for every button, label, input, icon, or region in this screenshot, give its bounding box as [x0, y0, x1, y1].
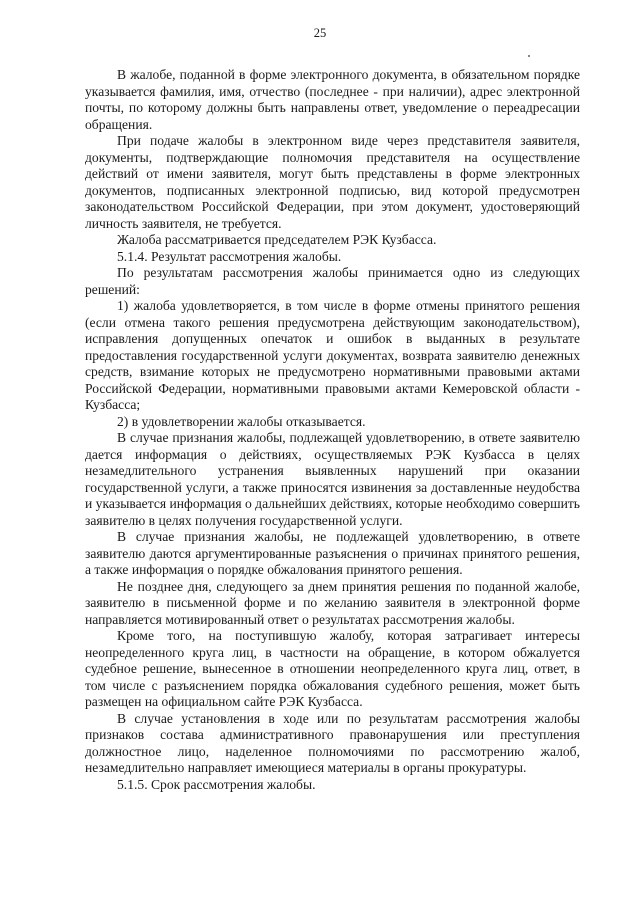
list-item-2-refused: 2) в удовлетворении жалобы отказывается. — [117, 413, 366, 429]
section-heading-5-1-5: 5.1.5. Срок рассмотрения жалобы. — [117, 776, 316, 792]
paragraph-decision-options: По результатам рассмотрения жалобы принимается одно из следующих решений: — [85, 265, 580, 297]
paragraph-satisfied-response: В случае признания жалобы, подлежащей удовлетворению, в ответе заявителю дается информация о действиях, осуществляемых РЭК Кузбасса в целях незамедлительного устранения выявленных нарушений при оказании государственной услуги, а также приносятся извинения за доставленные неудобства и указывается информация о дальнейших действиях, которые необходимо совершить заявителю в целях получения государственной услуги. — [85, 430, 581, 528]
paragraph-response-deadline: Не позднее дня, следующего за днем принятия решения по поданной жалобе, заявителю в письменной форме и по желанию заявителя в электронной форме направляется мотивированный ответ о результатах рассмотрения жалобы. — [85, 578, 580, 627]
document-body — [85, 67, 580, 793]
paragraph-refused-response: В случае признания жалобы, не подлежащей удовлетворению, в ответе заявителю даются аргументированные разъяснения о причинах принятого решения, а также информация о порядке обжалования принятого решения. — [85, 529, 580, 577]
scan-speck — [528, 55, 530, 57]
paragraph-electronic-complaint-requirements: В жалобе, поданной в форме электронного документа, в обязательном порядке указывается фамилия, имя, отчество (последнее - при наличии), адрес электронной почты, по которому должны быть направлены ответ, уведомление о переадресации обращения. — [85, 67, 580, 132]
paragraph-prosecution-referral: В случае установления в ходе или по результатам рассмотрения жалобы признаков состава административного правонарушения или преступления должностное лицо, наделенное полномочиями по рассмотрению жалоб, незамедлительно направляет имеющиеся материалы в органы прокуратуры. — [85, 710, 580, 775]
paragraph-public-interest: Кроме того, на поступившую жалобу, которая затрагивает интересы неопределенного круга лиц, в частности на обращение, в котором обжалуется судебное решение, вынесенное в отношении неопределенного круга лиц, ответ, в том числе с разъяснением порядка обжалования судебного решения, может быть размещен на официальном сайте РЭК Кузбасса. — [85, 628, 580, 709]
page-number: 25 — [313, 26, 327, 40]
list-item-1-satisfied: 1) жалоба удовлетворяется, в том числе в форме отмены принятого решения (если отмена такого решения предусмотрена действующим законодательством), исправления допущенных опечаток и ошибок в выданных в результате предоставления государственной услуги документах, возврата заявителю денежных средств, взимание которых не предусмотрено нормативными правовыми актами Российской Федерации, нормативными правовыми актами Кемеровской области - Кузбасса; — [85, 298, 580, 412]
paragraph-representative-documents: При подаче жалобы в электронном виде через представителя заявителя, документы, подтверждающие полномочия представителя на осуществление действий от имени заявителя, могут быть представлены в форме электронных документов, подписанных электронной подписью, вид которой предусмотрен законодательством Российской Федерации, при этом документ, удостоверяющий личность заявителя, не требуется. — [85, 133, 580, 231]
paragraph-complaint-reviewer: Жалоба рассматривается председателем РЭК Кузбасса. — [117, 232, 437, 247]
section-heading-5-1-4: 5.1.4. Результат рассмотрения жалобы. — [117, 248, 342, 264]
